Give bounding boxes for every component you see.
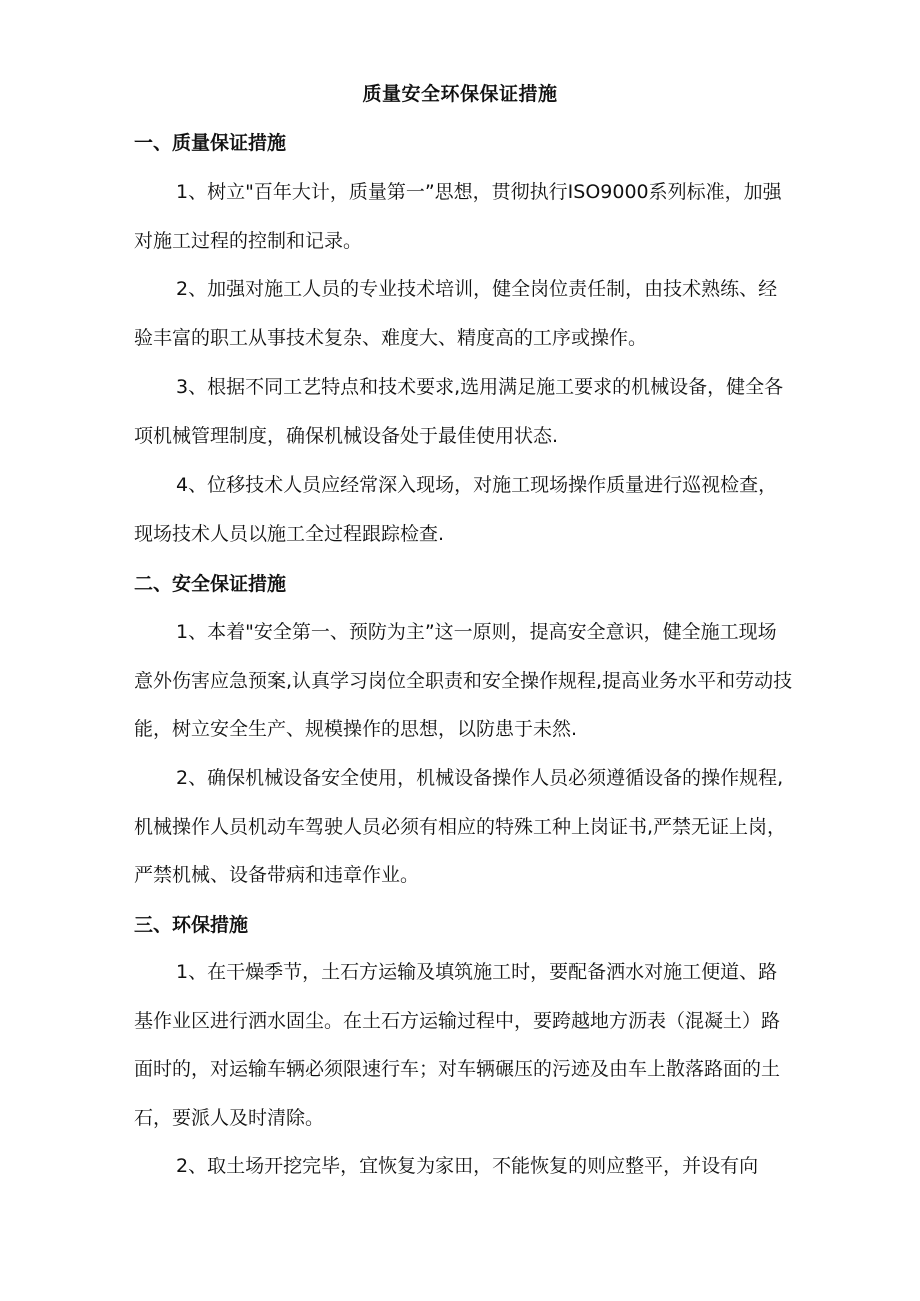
section-heading-quality: 一、质量保证措施 <box>134 132 287 154</box>
paragraph-environment-2: 2、取土场开挖完毕，宜恢复为家田，不能恢复的则应整平，并设有向 <box>176 1155 759 1177</box>
paragraph-safety-1: 1、本着"安全第一、预防为主”这一原则，提高安全意识，健全施工现场意外伤害应急预案,认真学习岗位全职责和安全操作规程,提高业务水平和劳动技能，树立安全生产、规模操作的思想，以防患于未然. <box>134 621 793 740</box>
paragraph-environment-1: 1、在干燥季节，土石方运输及填筑施工时，要配备洒水对施工便道、路基作业区进行洒水固尘。在土石方运输过程中，要跨越地方沥表（混凝土）路面时的，对运输车辆必须限速行车；对车辆碾压的污迹及由车上散落路面的土石，要派人及时清除。 <box>134 961 781 1129</box>
paragraph-quality-4: 4、位移技术人员应经常深入现场，对施工现场操作质量进行巡视检查，现场技术人员以施工全过程跟踪检查. <box>134 474 778 545</box>
section-heading-environment: 三、环保措施 <box>134 914 249 936</box>
document-title: 质量安全环保保证措施 <box>362 83 558 105</box>
paragraph-quality-3: 3、根据不同工艺特点和技术要求,选用满足施工要求的机械设备，健全各项机械管理制度，确保机械设备处于最佳使用状态. <box>134 376 784 447</box>
paragraph-quality-2: 2、加强对施工人员的专业技术培训，健全岗位责任制，由技术熟练、经验丰富的职工从事技术复杂、难度大、精度高的工序或操作。 <box>134 278 778 349</box>
paragraph-quality-1: 1、树立"百年大计，质量第一”思想，贯彻执行ISO9000系列标准，加强对施工过程的控制和记录。 <box>134 181 782 252</box>
section-heading-safety: 二、安全保证措施 <box>134 573 287 595</box>
paragraph-safety-2: 2、确保机械设备安全使用，机械设备操作人员必须遵循设备的操作规程,机械操作人员机动车驾驶人员必须有相应的特殊工种上岗证书,严禁无证上岗，严禁机械、设备带病和违章作业。 <box>134 767 787 886</box>
